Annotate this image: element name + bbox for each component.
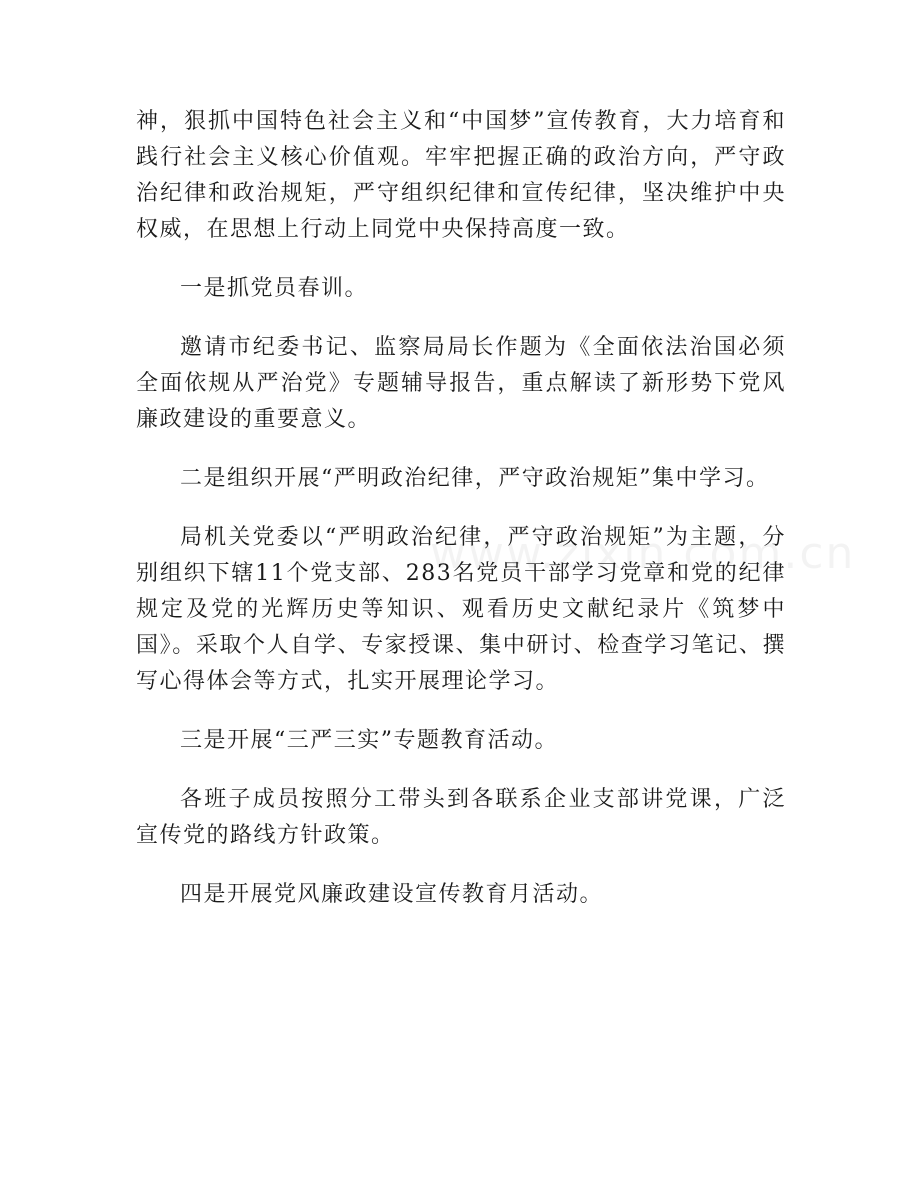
document-body [136, 104, 786, 936]
paragraph-continuation: 神，狠抓中国特色社会主义和“中国梦”宣传教育，大力培育和践行社会主义核心价值观。牢牢把握正确的政治方向，严守政治纪律和政治规矩，严守组织纪律和宣传纪律，坚决维护中央权威，在思想上行动上同党中央保持高度一致。 [136, 109, 786, 242]
heading-item-3: 三是开展“三严三实”专题教育活动。 [180, 728, 558, 753]
heading-item-4: 四是开展党风廉政建设宣传教育月活动。 [180, 882, 604, 907]
paragraph: 局机关党委以“严明政治纪律，严守政治规矩”为主题，分别组织下辖11个党支部、283名党员干部学习党章和党的纪律规定及党的光辉历史等知识、观看历史文献纪录片《筑梦中国》。采取个人自学、专家授课、集中研讨、检查学习笔记、撰写心得体会等方式，扎实开展理论学习。 [136, 525, 786, 694]
heading-item-1: 一是抓党员春训。 [180, 276, 369, 301]
paragraph: 邀请市纪委书记、监察局局长作题为《全面依法治国必须全面依规从严治党》专题辅导报告，重点解读了新形势下党风廉政建设的重要意义。 [136, 335, 786, 432]
heading-item-2: 二是组织开展“严明政治纪律，严守政治规矩”集中学习。 [180, 466, 770, 491]
paragraph: 各班子成员按照分工带头到各联系企业支部讲党课，广泛宣传党的路线方针政策。 [136, 787, 786, 848]
